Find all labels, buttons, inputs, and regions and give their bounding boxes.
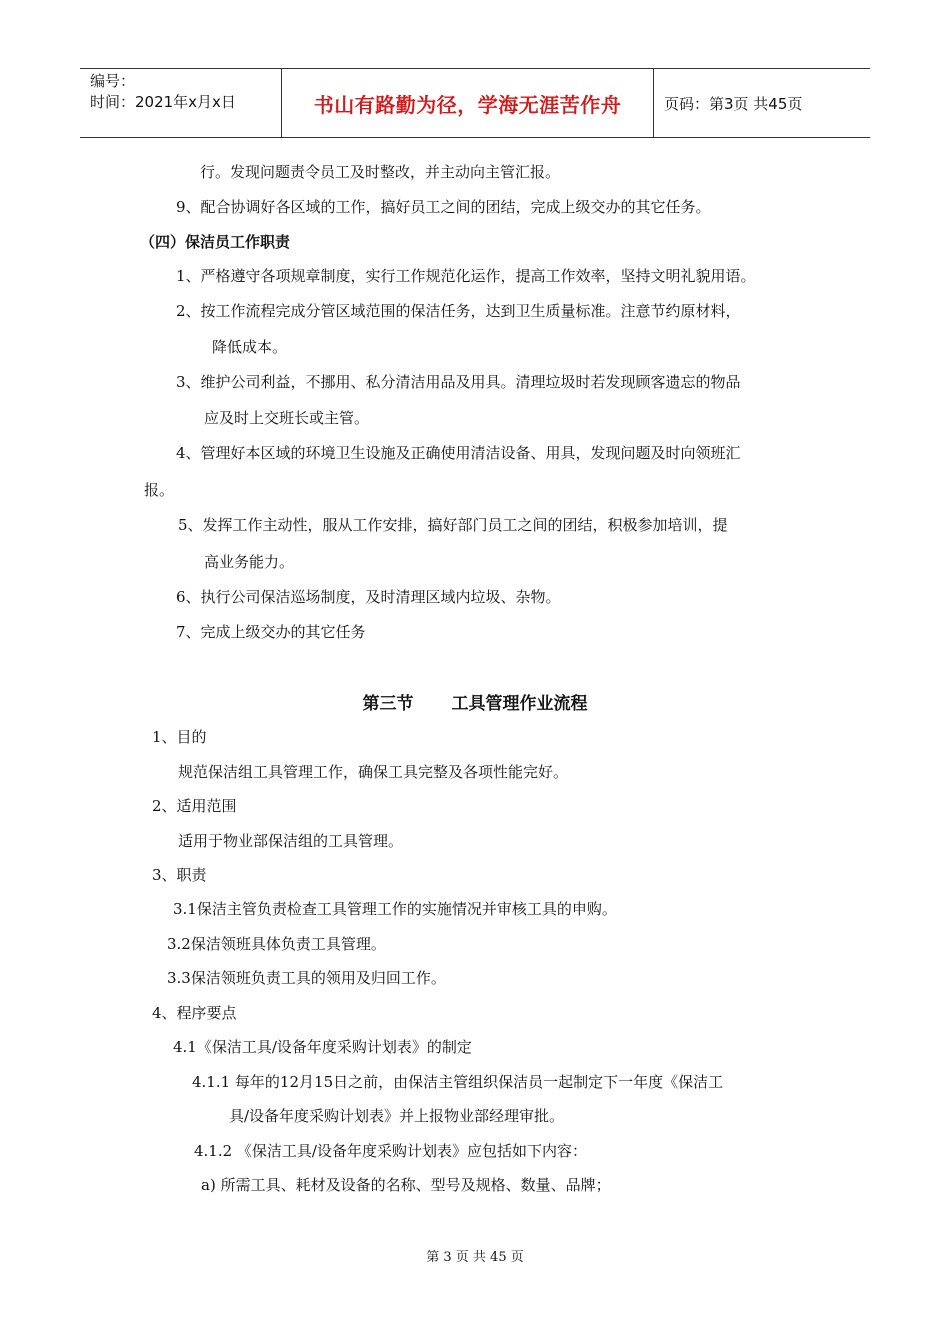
paragraph-line: 3、维护公司利益，不挪用、私分清洁用品及用具。清理垃圾时若发现顾客遗忘的物品 [176, 373, 741, 391]
header-motto-cell [282, 69, 654, 137]
paragraph-line: 应及时上交班长或主管。 [204, 409, 370, 427]
paragraph-line: 降低成本。 [212, 338, 288, 356]
header-page-label: 页码：第3页 共45页 [664, 94, 803, 113]
paragraph-line: 4、管理好本区域的环境卫生设施及正确使用清洁设备、用具，发现问题及时向领班汇 [176, 444, 741, 462]
list-heading: 2、适用范围 [152, 797, 237, 815]
paragraph-line: 具/设备年度采购计划表》并上报物业部经理审批。 [229, 1107, 565, 1125]
paragraph-line: 2、按工作流程完成分管区域范围的保洁任务，达到卫生质量标准。注意节约原材料， [176, 302, 741, 320]
list-heading: 4、程序要点 [152, 1004, 237, 1022]
paragraph-line: 1、严格遵守各项规章制度，实行工作规范化运作，提高工作效率，坚持文明礼貌用语。 [176, 267, 756, 285]
paragraph-line: 6、执行公司保洁巡场制度，及时清理区域内垃圾、杂物。 [176, 588, 561, 606]
section-number: 第三节 [362, 694, 414, 714]
page-header [80, 68, 870, 138]
paragraph-line: 报。 [144, 481, 175, 499]
paragraph-line: 7、完成上级交办的其它任务 [176, 623, 366, 641]
section-title [0, 689, 950, 714]
header-motto: 书山有路勤为径，学海无涯苦作舟 [313, 92, 622, 117]
paragraph-line: 4.1.1 每年的12月15日之前，由保洁主管组织保洁员一起制定下一年度《保洁工 [192, 1073, 724, 1091]
paragraph-line: 适用于物业部保洁组的工具管理。 [178, 832, 404, 850]
paragraph-line: 4.1《保洁工具/设备年度采购计划表》的制定 [173, 1038, 472, 1056]
document-number-label: 编号： [90, 72, 136, 90]
paragraph-line: 3.2保洁领班具体负责工具管理。 [167, 935, 386, 953]
header-meta [80, 69, 282, 137]
page-footer: 第 3 页 共 45 页 [426, 1250, 524, 1265]
paragraph-line: 行。发现问题责令员工及时整改，并主动向主管汇报。 [200, 163, 561, 181]
paragraph-line: 高业务能力。 [204, 553, 295, 571]
header-page-cell [654, 69, 870, 137]
paragraph-line: 5、发挥工作主动性，服从工作安排，搞好部门员工之间的团结，积极参加培训，提 [178, 516, 728, 534]
section-heading: 工具管理作业流程 [451, 694, 588, 714]
paragraph-line: 9、配合协调好各区域的工作，搞好员工之间的团结，完成上级交办的其它任务。 [176, 198, 711, 216]
paragraph-line: 3.1保洁主管负责检查工具管理工作的实施情况并审核工具的申购。 [173, 900, 617, 918]
subsection-heading: （四）保洁员工作职责 [140, 233, 291, 251]
paragraph-line: 3.3保洁领班负责工具的领用及归回工作。 [167, 969, 446, 987]
list-heading: 1、目的 [152, 728, 207, 746]
paragraph-line: a) 所需工具、耗材及设备的名称、型号及规格、数量、品牌； [201, 1176, 611, 1194]
paragraph-line: 4.1.2 《保洁工具/设备年度采购计划表》应包括如下内容： [194, 1142, 587, 1160]
paragraph-line: 规范保洁组工具管理工作，确保工具完整及各项性能完好。 [178, 763, 569, 781]
document-date-label: 时间：2021年x月x日 [90, 93, 236, 111]
list-heading: 3、职责 [152, 866, 207, 884]
